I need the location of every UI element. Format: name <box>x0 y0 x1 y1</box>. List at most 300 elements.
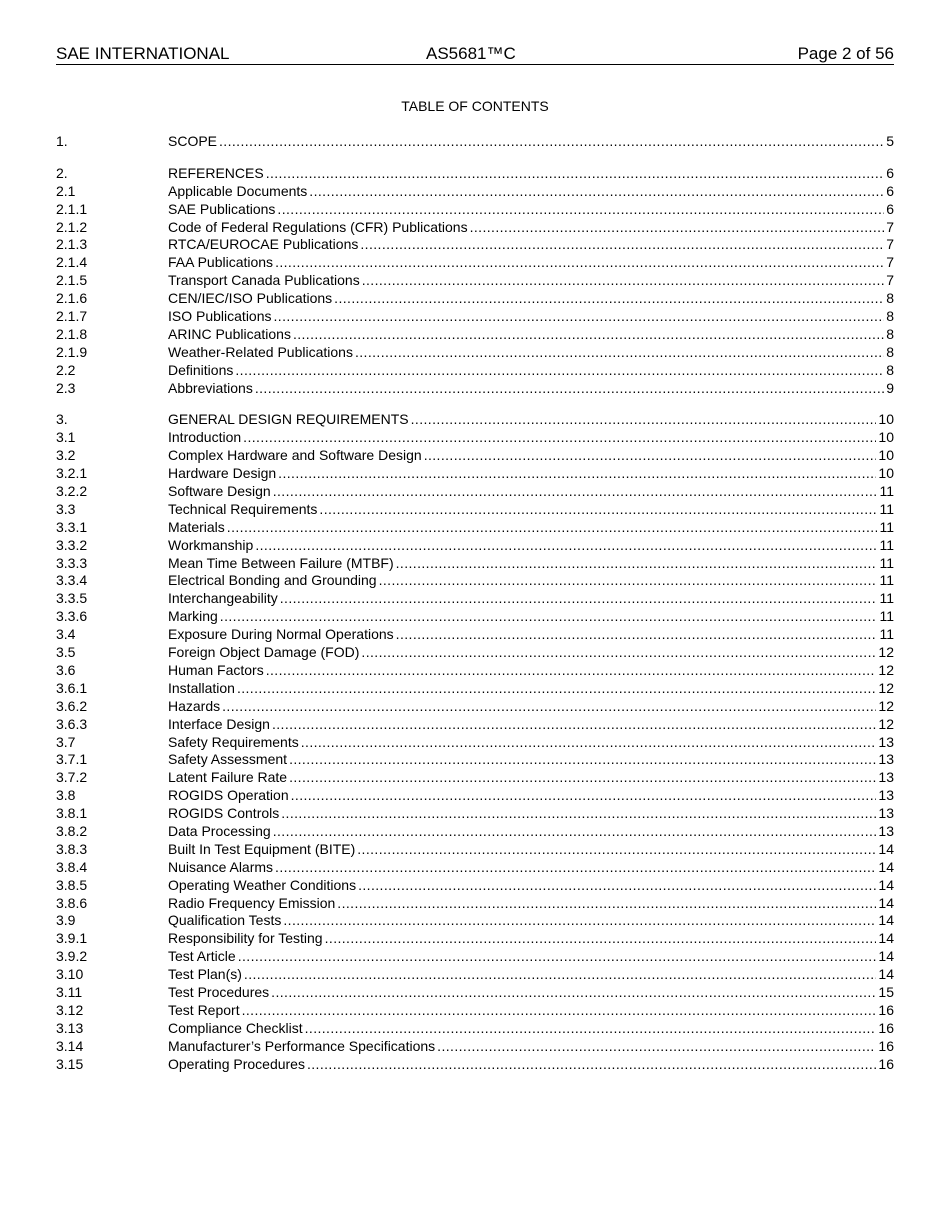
toc-entry-line <box>168 680 894 698</box>
toc-entry <box>56 716 894 734</box>
toc-entry <box>56 447 894 465</box>
toc-entry-title: Interface Design <box>168 715 270 732</box>
page-header <box>56 44 894 65</box>
toc-entry-line <box>168 751 894 769</box>
toc-entry <box>56 380 894 398</box>
toc-dot-leader <box>266 662 877 680</box>
toc-entry <box>56 519 894 537</box>
toc-entry-number: 2.1.7 <box>56 308 88 325</box>
toc-entry-number: 2.1.3 <box>56 236 88 253</box>
header-organization: SAE INTERNATIONAL <box>56 44 230 63</box>
toc-entry <box>56 1020 894 1038</box>
toc-entry-number: 3.9.1 <box>56 930 88 947</box>
toc-entry-line <box>168 859 894 877</box>
toc-entry-number: 3.8.6 <box>56 894 88 911</box>
toc-entry-title: Test Plan(s) <box>168 966 242 983</box>
toc-dot-leader <box>283 912 876 930</box>
toc-entry-title: SCOPE <box>168 133 218 149</box>
toc-entry-page: 8 <box>886 361 894 378</box>
toc-dot-leader <box>424 447 877 465</box>
toc-entry-title: ARINC Publications <box>168 325 291 342</box>
toc-entry-title: Test Article <box>168 948 236 965</box>
toc-entry-title: Nuisance Alarms <box>168 858 274 875</box>
toc-dot-leader <box>242 1002 877 1020</box>
toc-entry-page: 11 <box>879 590 894 607</box>
toc-entry-page: 11 <box>879 500 894 517</box>
toc-dot-leader <box>275 859 876 877</box>
toc-entry-title: Foreign Object Damage (FOD) <box>168 644 360 661</box>
toc-entry-line <box>168 1056 894 1074</box>
toc-entry-line <box>168 662 894 680</box>
toc-dot-leader <box>360 236 884 254</box>
toc-entry-page: 11 <box>879 608 894 625</box>
toc-dot-leader <box>238 948 877 966</box>
toc-entry <box>56 555 894 573</box>
toc-entry-page: 8 <box>886 308 894 325</box>
toc-entry-page: 9 <box>886 379 894 396</box>
toc-entry-line <box>168 236 894 254</box>
toc-entry-page: 8 <box>886 290 894 307</box>
toc-entry <box>56 344 894 362</box>
header-page-number: Page 2 of 56 <box>797 44 894 63</box>
toc-dot-leader <box>437 1038 876 1056</box>
toc-dot-leader <box>355 344 884 362</box>
toc-entry <box>56 823 894 841</box>
toc-entry-line <box>168 769 894 787</box>
toc-entry-title: Safety Assessment <box>168 751 288 768</box>
toc-entry-number: 2.2 <box>56 361 76 378</box>
toc-entry <box>56 734 894 752</box>
toc-entry <box>56 895 894 913</box>
toc-entry-line <box>168 912 894 930</box>
toc-entry-title: Hazards <box>168 697 221 714</box>
toc-entry-page: 10 <box>878 465 894 482</box>
toc-entry-number: 3.6.3 <box>56 715 88 732</box>
toc-dot-leader <box>274 308 885 326</box>
toc-entry-page: 14 <box>878 894 894 911</box>
toc-entry-number: 3.9 <box>56 912 76 929</box>
toc-entry <box>56 201 894 219</box>
toc-entry-title: Human Factors <box>168 661 264 678</box>
toc-entry-page: 16 <box>878 1037 894 1054</box>
toc-entry-line <box>168 877 894 895</box>
toc-entry <box>56 948 894 966</box>
toc-entry-number: 3.8.3 <box>56 840 88 857</box>
toc-entry-number: 3.8.2 <box>56 822 88 839</box>
toc-dot-leader <box>334 290 884 308</box>
toc-entry-page: 11 <box>879 536 894 553</box>
toc-entry-title: Responsibility for Testing <box>168 930 323 947</box>
toc-entry-title: Complex Hardware and Software Design <box>168 447 422 464</box>
toc-dot-leader <box>411 411 877 429</box>
toc-entry-page: 7 <box>886 272 894 289</box>
toc-entry-page: 14 <box>878 858 894 875</box>
toc-entry-number: 3.12 <box>56 1001 84 1018</box>
toc-title: TABLE OF CONTENTS <box>401 98 549 114</box>
toc-entry-page: 12 <box>878 697 894 714</box>
toc-entry-page: 16 <box>878 1001 894 1018</box>
toc-entry <box>56 680 894 698</box>
toc-entry-title: Weather-Related Publications <box>168 343 353 360</box>
toc-entry-page: 10 <box>878 429 894 446</box>
toc-entry-title: Manufacturer’s Performance Specifications <box>168 1037 436 1054</box>
toc-entry-title: Abbreviations <box>168 379 253 396</box>
toc-entry-title: CEN/IEC/ISO Publications <box>168 290 333 307</box>
toc-dot-leader <box>244 966 877 984</box>
toc-dot-leader <box>289 769 876 787</box>
toc-dot-leader <box>361 644 876 662</box>
toc-entry-title: Introduction <box>168 429 242 446</box>
toc-entry-page: 14 <box>878 930 894 947</box>
toc-entry-title: Built In Test Equipment (BITE) <box>168 840 356 857</box>
toc-dot-leader <box>301 734 877 752</box>
toc-entry-line <box>168 429 894 447</box>
toc-entry-number: 2.1.9 <box>56 343 88 360</box>
toc-dot-leader <box>337 895 876 913</box>
toc-entry <box>56 483 894 501</box>
toc-dot-leader <box>309 183 884 201</box>
toc-entry-title: Operating Procedures <box>168 1055 305 1072</box>
toc-entry-number: 3.11 <box>56 983 83 1000</box>
toc-dot-leader <box>293 326 884 344</box>
toc-dot-leader <box>319 501 877 519</box>
toc-entry-number: 3.3.4 <box>56 572 88 589</box>
toc-dot-leader <box>235 362 884 380</box>
toc-dot-leader <box>470 219 885 237</box>
toc-entry-page: 12 <box>878 679 894 696</box>
toc-dot-leader <box>227 519 878 537</box>
toc-entry-line <box>168 787 894 805</box>
toc-entry <box>56 859 894 877</box>
toc-entry-title: Transport Canada Publications <box>168 272 360 289</box>
toc-dot-leader <box>379 572 878 590</box>
toc-entry-number: 2.1.1 <box>56 200 88 217</box>
toc-entry-page: 14 <box>878 876 894 893</box>
toc-entry-line <box>168 1020 894 1038</box>
toc-entry-line <box>168 501 894 519</box>
toc-dot-leader <box>271 984 876 1002</box>
toc-entry-line <box>168 483 894 501</box>
toc-entry <box>56 362 894 380</box>
toc-entry-line <box>168 447 894 465</box>
toc-entry <box>56 537 894 555</box>
toc-entry-title: Test Procedures <box>168 983 270 1000</box>
toc-dot-leader <box>243 429 876 447</box>
toc-dot-leader <box>307 1056 876 1074</box>
toc-entry <box>56 465 894 483</box>
toc-entry <box>56 912 894 930</box>
toc-entry-line <box>168 644 894 662</box>
toc-entry <box>56 429 894 447</box>
toc-entry <box>56 411 894 429</box>
toc-entry-number: 3.14 <box>56 1037 84 1054</box>
toc-entry-page: 12 <box>878 715 894 732</box>
toc-dot-leader <box>280 590 878 608</box>
toc-entry-page: 8 <box>886 343 894 360</box>
toc-entry-line <box>168 308 894 326</box>
toc-entry-line <box>168 895 894 913</box>
toc-entry-line <box>168 1002 894 1020</box>
toc-entry <box>56 608 894 626</box>
toc-entry-page: 14 <box>878 912 894 929</box>
toc-entry <box>56 290 894 308</box>
toc-entry <box>56 662 894 680</box>
toc-entry-line <box>168 183 894 201</box>
toc-entry <box>56 787 894 805</box>
toc-entry-number: 3.15 <box>56 1055 84 1072</box>
toc-entry-line <box>168 1038 894 1056</box>
toc-entry-number: 2.1 <box>56 182 76 199</box>
toc-entry-page: 13 <box>878 769 894 786</box>
toc-entry-number: 3.2.1 <box>56 465 88 482</box>
toc-entry-page: 11 <box>879 572 894 589</box>
toc-entry-title: ISO Publications <box>168 308 272 325</box>
toc-entry-page: 13 <box>878 822 894 839</box>
toc-entry <box>56 984 894 1002</box>
toc-entry <box>56 236 894 254</box>
toc-entry-line <box>168 519 894 537</box>
toc-entry-line <box>168 590 894 608</box>
toc-entry-line <box>168 930 894 948</box>
toc-entry-page: 13 <box>878 787 894 804</box>
toc-entry-line <box>168 608 894 626</box>
toc-dot-leader <box>277 201 884 219</box>
toc-entry-page: 12 <box>878 661 894 678</box>
toc-entry-title: Mean Time Between Failure (MTBF) <box>168 554 394 571</box>
toc-entry <box>56 751 894 769</box>
toc-entry-page: 10 <box>878 447 894 464</box>
toc-entry-number: 2.1.4 <box>56 254 88 271</box>
toc-entry-number: 3.7 <box>56 733 76 750</box>
toc-entry-page: 10 <box>878 411 894 428</box>
toc-entry-number: 3.6 <box>56 661 76 678</box>
toc-entry-number: 3.5 <box>56 644 76 661</box>
toc-entry <box>56 572 894 590</box>
toc-entry-number: 2.1.5 <box>56 272 88 289</box>
toc-entry-page: 13 <box>878 733 894 750</box>
toc-entry <box>56 805 894 823</box>
toc-entry-title: Test Report <box>168 1001 240 1018</box>
toc-entry-page: 11 <box>879 626 894 643</box>
toc-entry-title: ROGIDS Controls <box>168 805 280 822</box>
toc-entry-line <box>168 841 894 859</box>
toc-entry-line <box>168 326 894 344</box>
toc-entry-title: Code of Federal Regulations (CFR) Publications <box>168 218 468 235</box>
toc-entry <box>56 841 894 859</box>
toc-entry-line <box>168 984 894 1002</box>
toc-entry-line <box>168 362 894 380</box>
toc-entry-page: 13 <box>878 751 894 768</box>
toc-dot-leader <box>358 877 876 895</box>
toc-entry <box>56 1002 894 1020</box>
toc-entry-number: 3.3.1 <box>56 518 88 535</box>
toc-entry-title: RTCA/EUROCAE Publications <box>168 236 359 253</box>
toc-entry-line <box>168 380 894 398</box>
toc-dot-leader <box>220 608 878 626</box>
toc-entry-number: 3.8.1 <box>56 805 88 822</box>
toc-entry-line <box>168 572 894 590</box>
toc-dot-leader <box>222 698 876 716</box>
table-of-contents <box>56 133 894 1073</box>
toc-entry <box>56 272 894 290</box>
toc-entry-page: 11 <box>879 483 894 500</box>
toc-entry-line <box>168 805 894 823</box>
toc-entry-page: 7 <box>886 236 894 253</box>
toc-entry-line <box>168 219 894 237</box>
toc-entry-number: 3.2 <box>56 447 76 464</box>
toc-entry-line <box>168 537 894 555</box>
toc-entry-title: Operating Weather Conditions <box>168 876 357 893</box>
toc-entry-title: Hardware Design <box>168 465 277 482</box>
toc-entry-page: 16 <box>878 1019 894 1036</box>
toc-entry-title: Workmanship <box>168 536 254 553</box>
toc-entry <box>56 877 894 895</box>
toc-entry-number: 3.8 <box>56 787 76 804</box>
toc-entry-number: 3.4 <box>56 626 76 643</box>
toc-dot-leader <box>255 537 877 555</box>
toc-entry-line <box>168 698 894 716</box>
toc-dot-leader <box>289 751 876 769</box>
toc-entry-number: 3.8.4 <box>56 858 88 875</box>
toc-entry-title: Compliance Checklist <box>168 1019 303 1036</box>
toc-entry-line <box>168 966 894 984</box>
toc-entry-number: 2.1.2 <box>56 218 88 235</box>
toc-entry-title: Qualification Tests <box>168 912 282 929</box>
toc-entry-page: 6 <box>886 164 894 181</box>
toc-entry-title: Technical Requirements <box>168 500 318 517</box>
toc-entry-title: Marking <box>168 608 218 625</box>
toc-entry <box>56 1056 894 1074</box>
toc-entry-line <box>168 823 894 841</box>
toc-entry <box>56 165 894 183</box>
toc-entry-title: Data Processing <box>168 822 271 839</box>
toc-entry <box>56 966 894 984</box>
toc-entry <box>56 590 894 608</box>
toc-entry-line <box>168 555 894 573</box>
toc-entry-number: 3.6.2 <box>56 697 88 714</box>
toc-dot-leader <box>255 380 884 398</box>
toc-entry-title: Radio Frequency Emission <box>168 894 336 911</box>
toc-entry-number: 3.7.1 <box>56 751 88 768</box>
toc-dot-leader <box>362 272 885 290</box>
toc-entry-page: 6 <box>886 200 894 217</box>
toc-entry-title: Applicable Documents <box>168 182 308 199</box>
toc-entry-line <box>168 290 894 308</box>
toc-entry <box>56 930 894 948</box>
toc-entry-title: SAE Publications <box>168 200 276 217</box>
toc-entry <box>56 254 894 272</box>
toc-entry <box>56 219 894 237</box>
toc-entry-title: GENERAL DESIGN REQUIREMENTS <box>168 411 409 428</box>
toc-entry-page: 11 <box>879 518 894 535</box>
toc-entry-number: 2.1.8 <box>56 325 88 342</box>
toc-entry-title: Exposure During Normal Operations <box>168 626 394 643</box>
toc-dot-leader <box>275 254 884 272</box>
toc-entry-page: 14 <box>878 966 894 983</box>
toc-dot-leader <box>219 133 884 151</box>
toc-dot-leader <box>266 165 885 183</box>
toc-dot-leader <box>325 930 877 948</box>
toc-entry-number: 3.2.2 <box>56 483 88 500</box>
toc-entry-title: Materials <box>168 518 225 535</box>
toc-entry-page: 11 <box>879 554 894 571</box>
toc-entry-title: REFERENCES <box>168 164 264 181</box>
toc-dot-leader <box>396 626 878 644</box>
toc-entry-line <box>168 716 894 734</box>
toc-entry-number: 3.13 <box>56 1019 84 1036</box>
toc-entry-number: 3.6.1 <box>56 679 88 696</box>
toc-entry-page: 15 <box>878 983 894 1000</box>
toc-dot-leader <box>278 465 876 483</box>
toc-entry-page: 14 <box>878 948 894 965</box>
toc-entry-line <box>168 411 894 429</box>
toc-entry-title: Installation <box>168 679 235 696</box>
toc-entry-number: 3.8.5 <box>56 876 88 893</box>
toc-entry-page: 13 <box>878 805 894 822</box>
toc-entry <box>56 501 894 519</box>
toc-entry-line <box>168 201 894 219</box>
toc-entry-number: 2. <box>56 164 68 181</box>
toc-entry <box>56 326 894 344</box>
toc-entry-number: 3.3 <box>56 500 76 517</box>
toc-entry-number: 1. <box>56 133 68 149</box>
toc-dot-leader <box>291 787 877 805</box>
toc-dot-leader <box>272 716 876 734</box>
toc-dot-leader <box>357 841 876 859</box>
toc-entry-number: 3.1 <box>56 429 76 446</box>
toc-dot-leader <box>396 555 878 573</box>
toc-entry-line <box>168 948 894 966</box>
toc-entry-line <box>168 626 894 644</box>
toc-entry-number: 2.1.6 <box>56 290 88 307</box>
toc-entry-title: Interchangeability <box>168 590 278 607</box>
toc-entry-number: 2.3 <box>56 379 76 396</box>
toc-dot-leader <box>273 823 877 841</box>
toc-entry <box>56 626 894 644</box>
toc-entry-title: Safety Requirements <box>168 733 299 750</box>
toc-entry-line <box>168 133 894 151</box>
toc-entry-line <box>168 734 894 752</box>
toc-entry-title: Software Design <box>168 483 271 500</box>
toc-entry-title: ROGIDS Operation <box>168 787 289 804</box>
toc-entry <box>56 1038 894 1056</box>
toc-entry-line <box>168 272 894 290</box>
toc-dot-leader <box>273 483 878 501</box>
toc-entry-page: 14 <box>878 840 894 857</box>
toc-entry-line <box>168 165 894 183</box>
toc-entry-number: 3.3.6 <box>56 608 88 625</box>
toc-entry-number: 3.10 <box>56 966 84 983</box>
toc-entry-page: 8 <box>886 325 894 342</box>
toc-entry-page: 5 <box>886 133 894 149</box>
toc-entry-title: FAA Publications <box>168 254 274 271</box>
toc-entry-page: 7 <box>886 254 894 271</box>
toc-entry <box>56 769 894 787</box>
toc-entry-page: 7 <box>886 218 894 235</box>
toc-entry-number: 3.3.2 <box>56 536 88 553</box>
toc-entry <box>56 183 894 201</box>
toc-entry-number: 3.7.2 <box>56 769 88 786</box>
toc-entry-line <box>168 344 894 362</box>
toc-entry-number: 3.3.3 <box>56 554 88 571</box>
toc-entry-page: 6 <box>886 182 894 199</box>
toc-entry <box>56 644 894 662</box>
toc-entry-number: 3.9.2 <box>56 948 88 965</box>
toc-entry-title: Electrical Bonding and Grounding <box>168 572 377 589</box>
toc-entry-line <box>168 254 894 272</box>
toc-entry-title: Definitions <box>168 361 234 378</box>
toc-entry-page: 16 <box>878 1055 894 1072</box>
